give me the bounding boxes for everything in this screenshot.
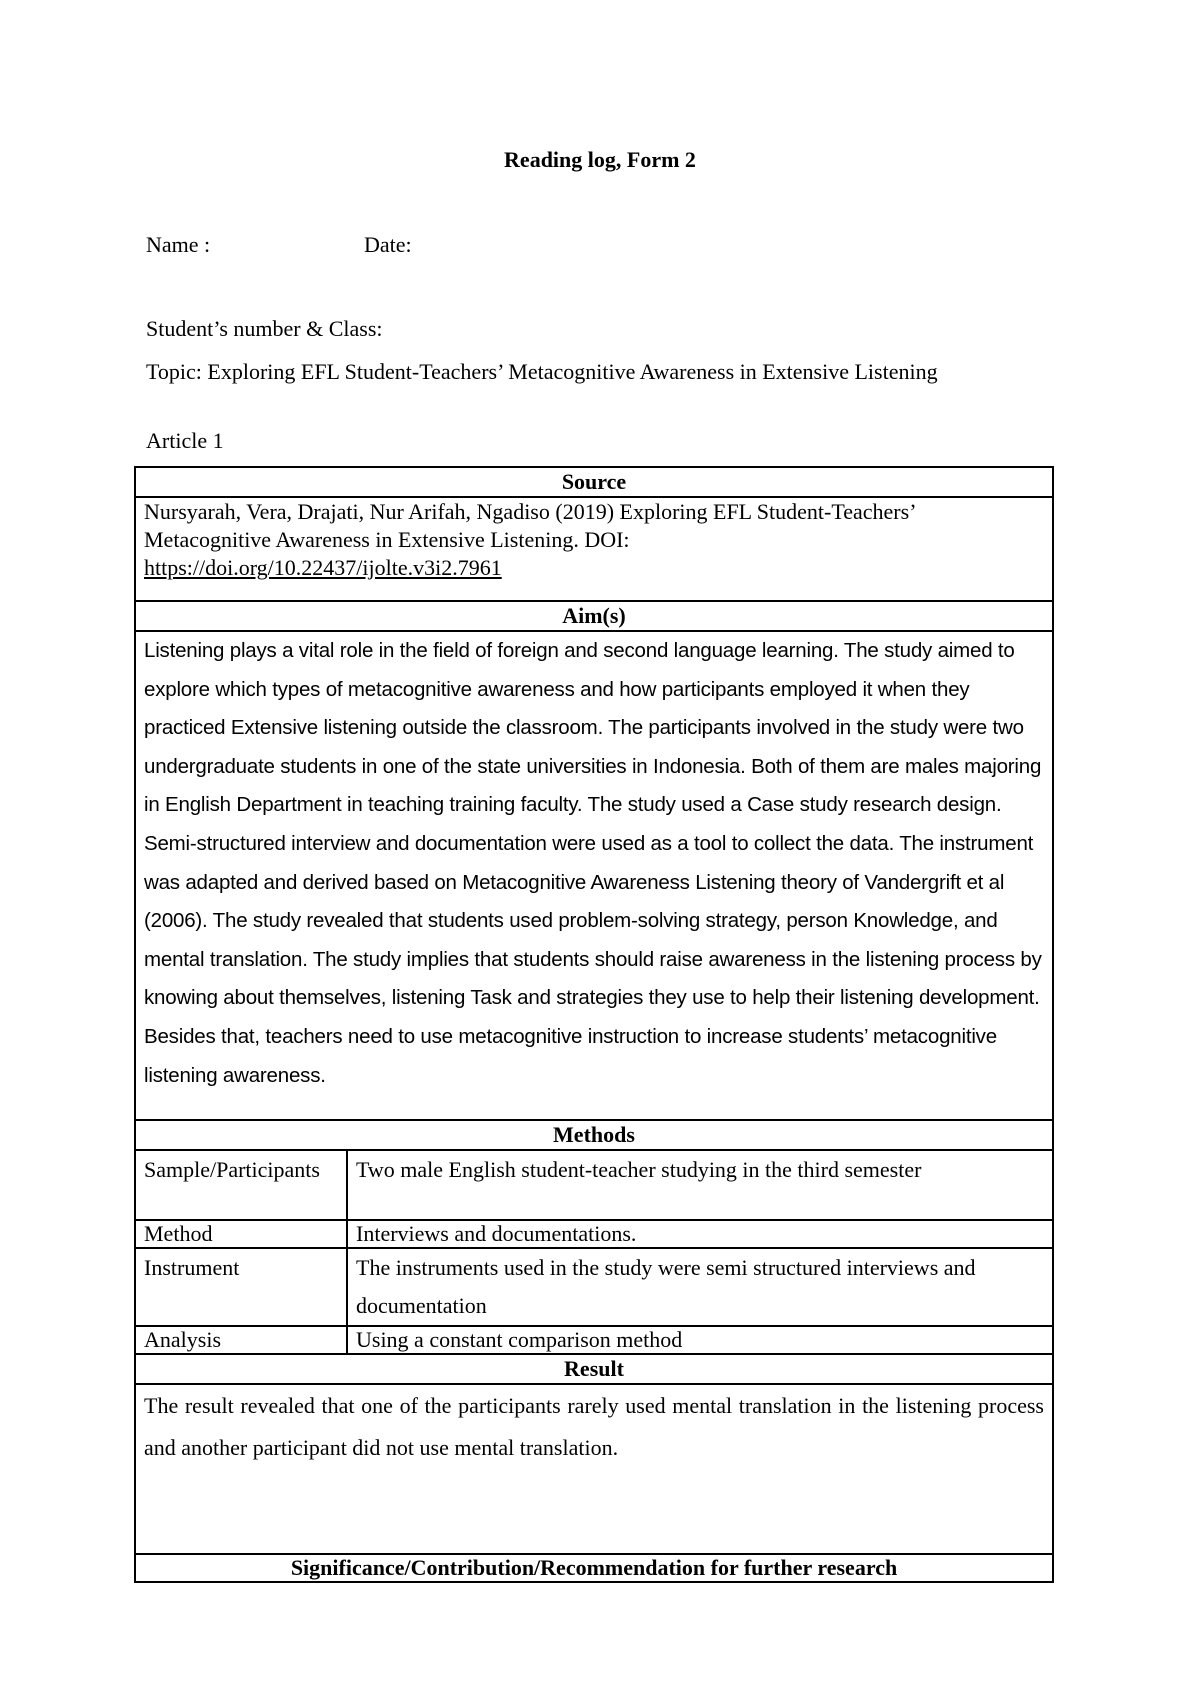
topic-line: Topic: Exploring EFL Student-Teachers’ Metacognitive Awareness in Extensive Listening (146, 359, 938, 384)
source-heading: Source (135, 467, 1053, 497)
methods-label-instrument: Instrument (135, 1248, 347, 1326)
methods-value-analysis: Using a constant comparison method (347, 1326, 1053, 1354)
methods-row-instrument (135, 1248, 1053, 1326)
reading-log-table (134, 466, 1054, 1583)
result-text: The result revealed that one of the participants rarely used mental translation in the listening process and another participant did not use mental translation. (135, 1384, 1053, 1554)
methods-row-analysis (135, 1326, 1053, 1354)
aims-text: Listening plays a vital role in the field of foreign and second language learning. The study aimed to explore which types of metacognitive awareness and how participants employed it when they practiced Extensive listening outside the classroom. The participants involved in the study were two undergraduate students in one of the state universities in Indonesia. Both of them are males majoring in English Department in teaching training faculty. The study used a Case study research design. Semi-structured interview and documentation were used as a tool to collect the data. The instrument was adapted and derived based on Metacognitive Awareness Listening theory of Vandergrift et al (2006). The study revealed that students used problem-solving strategy, person Knowledge, and mental translation. The study implies that students should raise awareness in the listening process by knowing about themselves, listening Task and strategies they use to help their listening development. Besides that, teachers need to use metacognitive instruction to increase students’ metacognitive listening awareness. (135, 631, 1053, 1120)
date-label: Date: (364, 232, 412, 257)
aims-heading: Aim(s) (135, 601, 1053, 631)
student-number-class-label: Student’s number & Class: (146, 316, 383, 341)
methods-label-sample: Sample/Participants (135, 1150, 347, 1220)
source-cell (135, 497, 1053, 601)
methods-label-method: Method (135, 1220, 347, 1248)
article-label: Article 1 (146, 428, 224, 453)
source-citation: Nursyarah, Vera, Drajati, Nur Arifah, Ngadiso (2019) Exploring EFL Student-Teachers’ Metacognitive Awareness in Extensive Listening. DOI: (144, 499, 915, 552)
page-title: Reading log, Form 2 (504, 147, 696, 172)
name-label: Name : (146, 232, 211, 257)
doi-link[interactable]: https://doi.org/10.22437/ijolte.v3i2.7961 (144, 555, 502, 580)
methods-value-method: Interviews and documentations. (347, 1220, 1053, 1248)
result-heading: Result (135, 1354, 1053, 1384)
methods-row-sample (135, 1150, 1053, 1220)
methods-row-method (135, 1220, 1053, 1248)
methods-value-instrument: The instruments used in the study were semi structured interviews and documentation (347, 1248, 1053, 1326)
methods-label-analysis: Analysis (135, 1326, 347, 1354)
methods-heading: Methods (135, 1120, 1053, 1150)
significance-heading: Significance/Contribution/Recommendation for further research (135, 1554, 1053, 1582)
methods-value-sample: Two male English student-teacher studying in the third semester (347, 1150, 1053, 1220)
